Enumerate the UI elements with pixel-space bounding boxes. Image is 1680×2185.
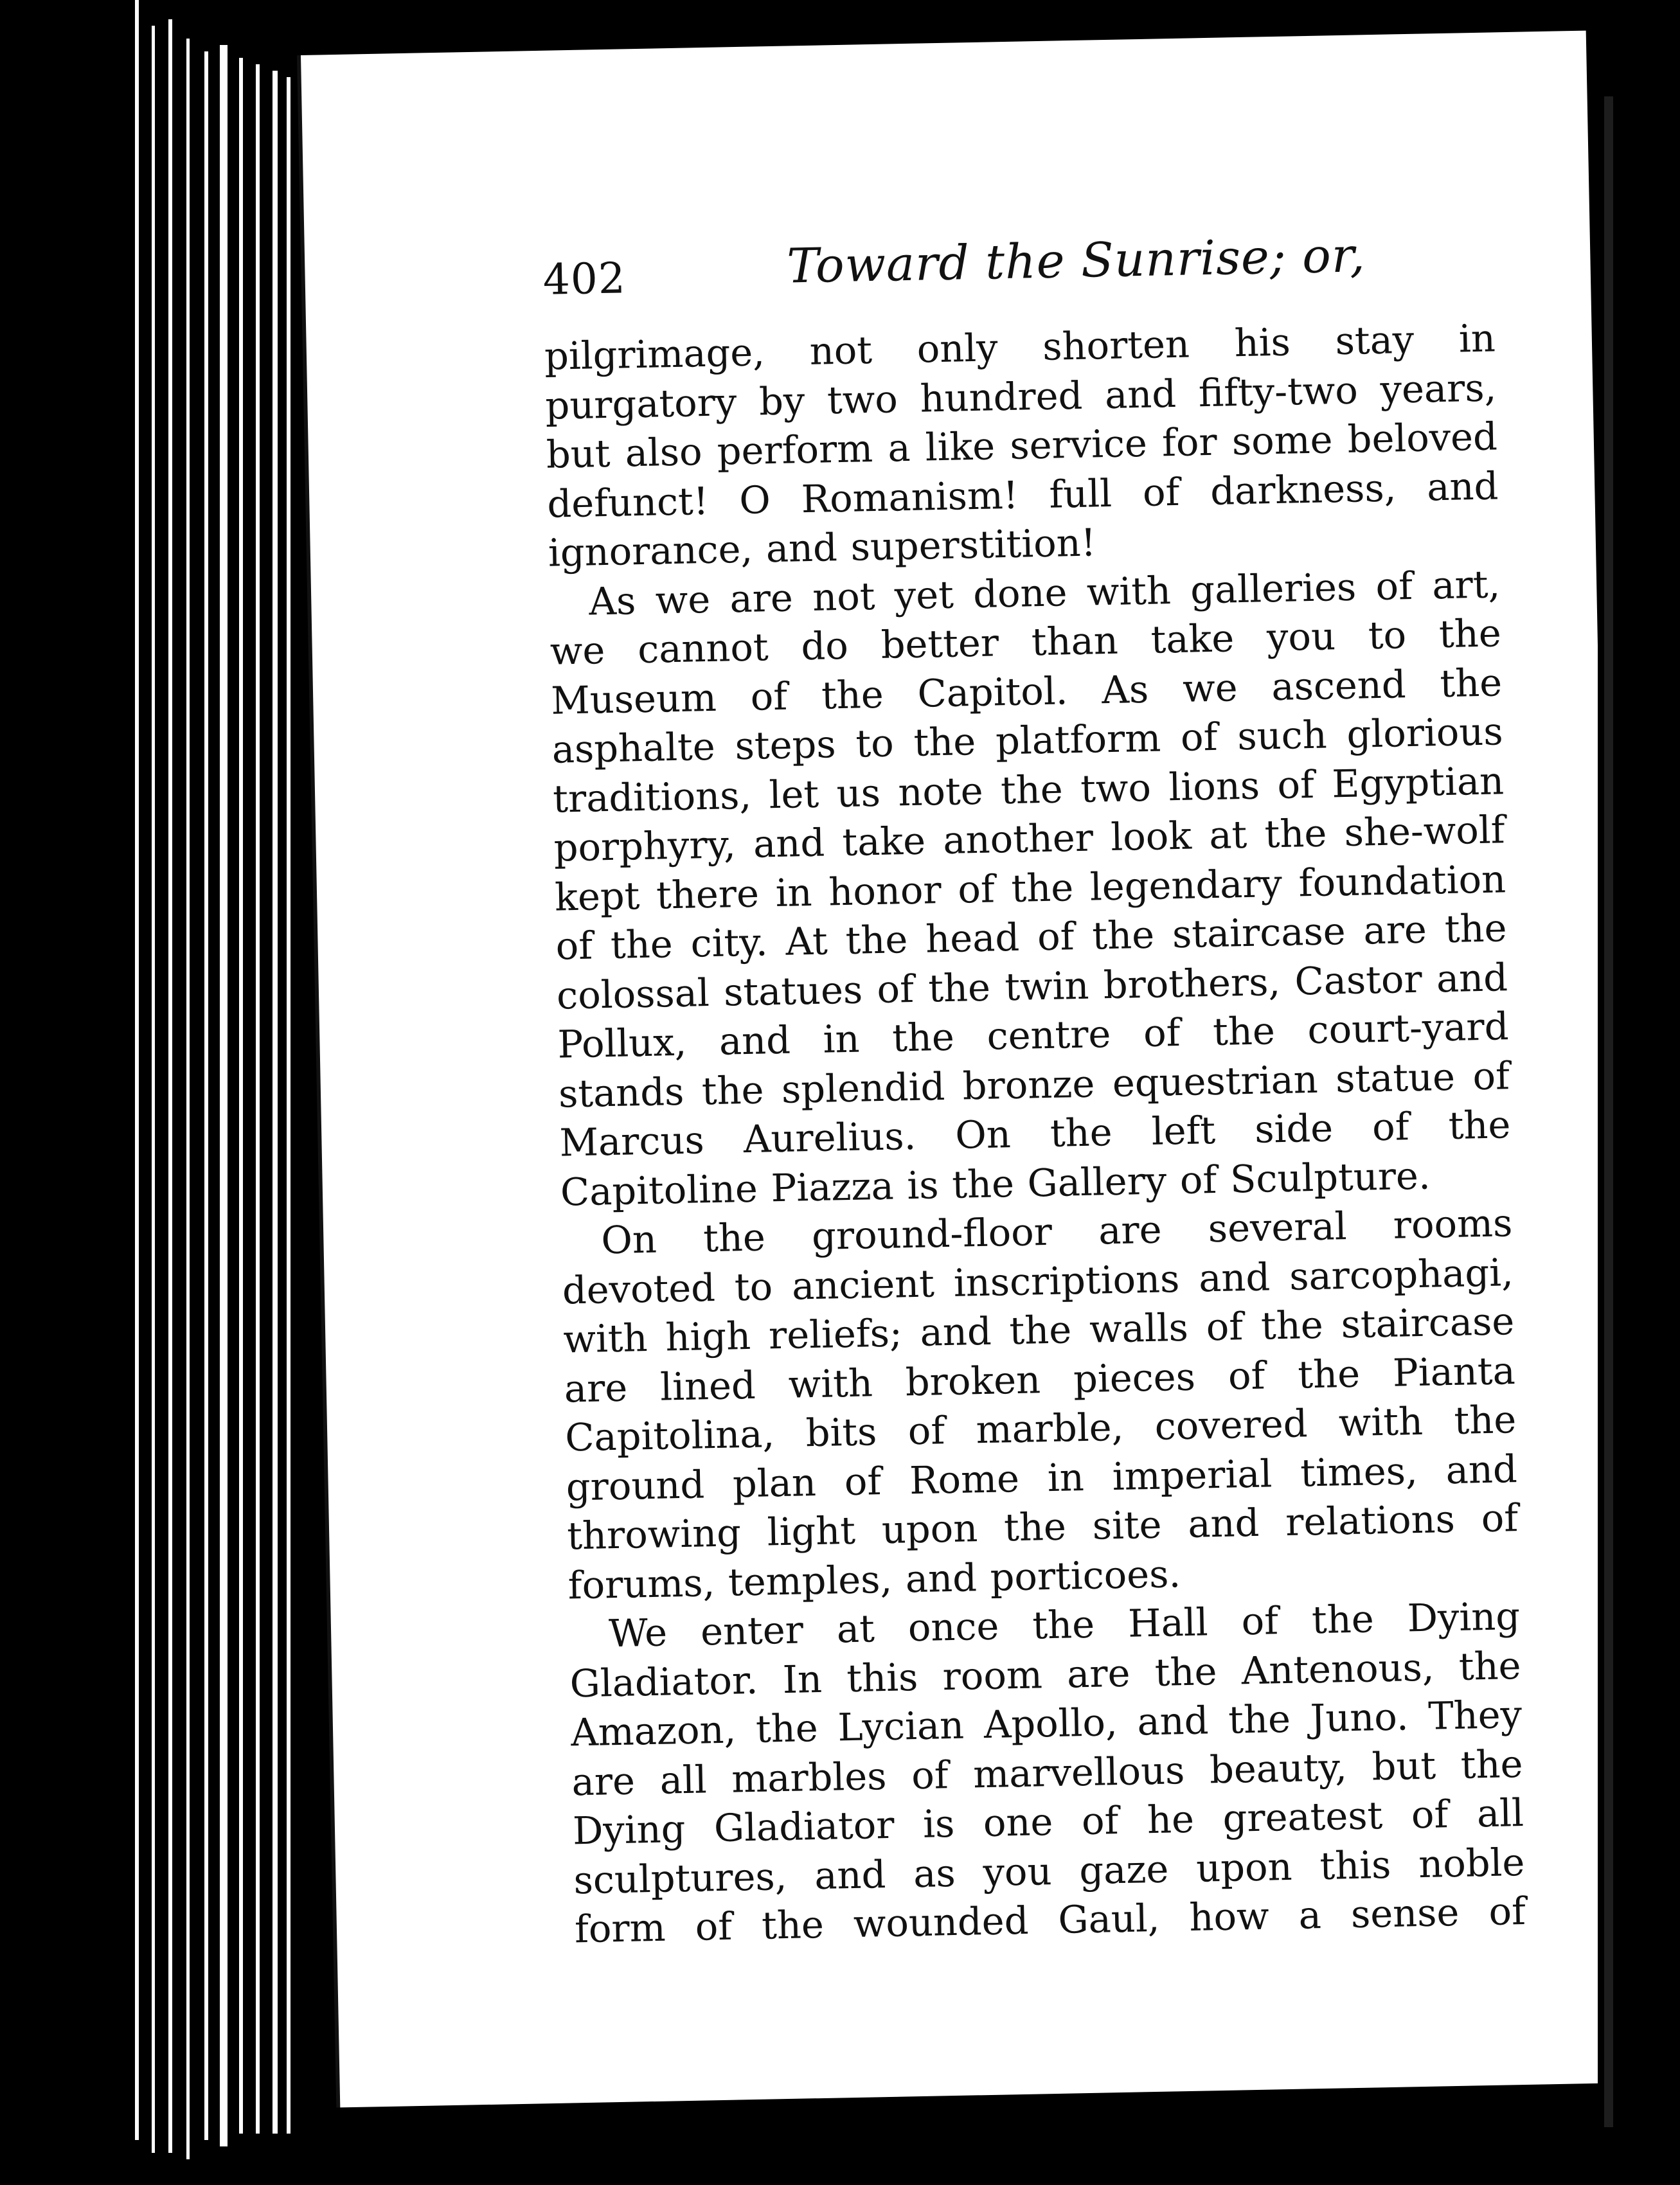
- page-content: [542, 225, 1526, 1954]
- page-edge-9: [273, 71, 278, 2134]
- paragraph-3: On the ground-floor are several rooms devoted to ancient inscriptions and sarcophagi, with high reliefs; and the walls of the staircase are lined with broken pieces of the Pianta Capitolina, bits of marble, covered with the ground plan of Rome in imperial times, and throwing light upon the site and relations of forums, temples, and porticoes.: [562, 1200, 1519, 1607]
- page-edge-1: [135, 0, 139, 2140]
- running-title: Toward the Sunrise; or,: [786, 227, 1366, 294]
- page-edge-3: [168, 19, 172, 2153]
- page-edge-2: [152, 26, 155, 2153]
- paragraph-2: As we are not yet done with galleries of art, we cannot do better than take you to the Museum of the Capitol. As we ascend the asphalte steps to the platform of such glorious traditions, let us note the two lions of Egyptian porphyry, and take another look at the she-wolf kept there in honor of the legendary foundation of the city. At the head of the staircase are the colossal statues of the twin brothers, Castor and Pollux, and in the centre of the court-yard stands the splendid bronze equestrian statue of Marcus Aurelius. On the left side of the Capitoline Piazza is the Gallery of Sculpture.: [550, 561, 1511, 1215]
- paragraph-1: pilgrimage, not only shorten his stay in purgatory by two hundred and fifty-two years, but also perform a like service for some beloved defunct! O Romanism! full of darkness, and ignorance, and superstition!: [544, 316, 1499, 575]
- page-edge-10: [287, 77, 290, 2134]
- book-page: [301, 31, 1625, 2108]
- paragraph-4: We enter at once the Hall of the Dying Gladiator. In this room are the Antenous, the Amazon, the Lycian Apollo, and the Juno. They are all marbles of marvellous beauty, but the Dying Gladiator is one of he greatest of all sculptures, and as you gaze upon this noble form of the wounded Gaul, how a sense of: [569, 1594, 1526, 1952]
- right-edge-line: [1604, 96, 1613, 2127]
- page-edge-6: [220, 45, 228, 2146]
- page-edge-7: [239, 58, 243, 2134]
- running-head: [542, 225, 1495, 314]
- page-number: 402: [542, 253, 627, 305]
- page-edge-5: [204, 51, 208, 2140]
- page-edge-8: [256, 64, 260, 2134]
- page-edge-4: [186, 39, 190, 2159]
